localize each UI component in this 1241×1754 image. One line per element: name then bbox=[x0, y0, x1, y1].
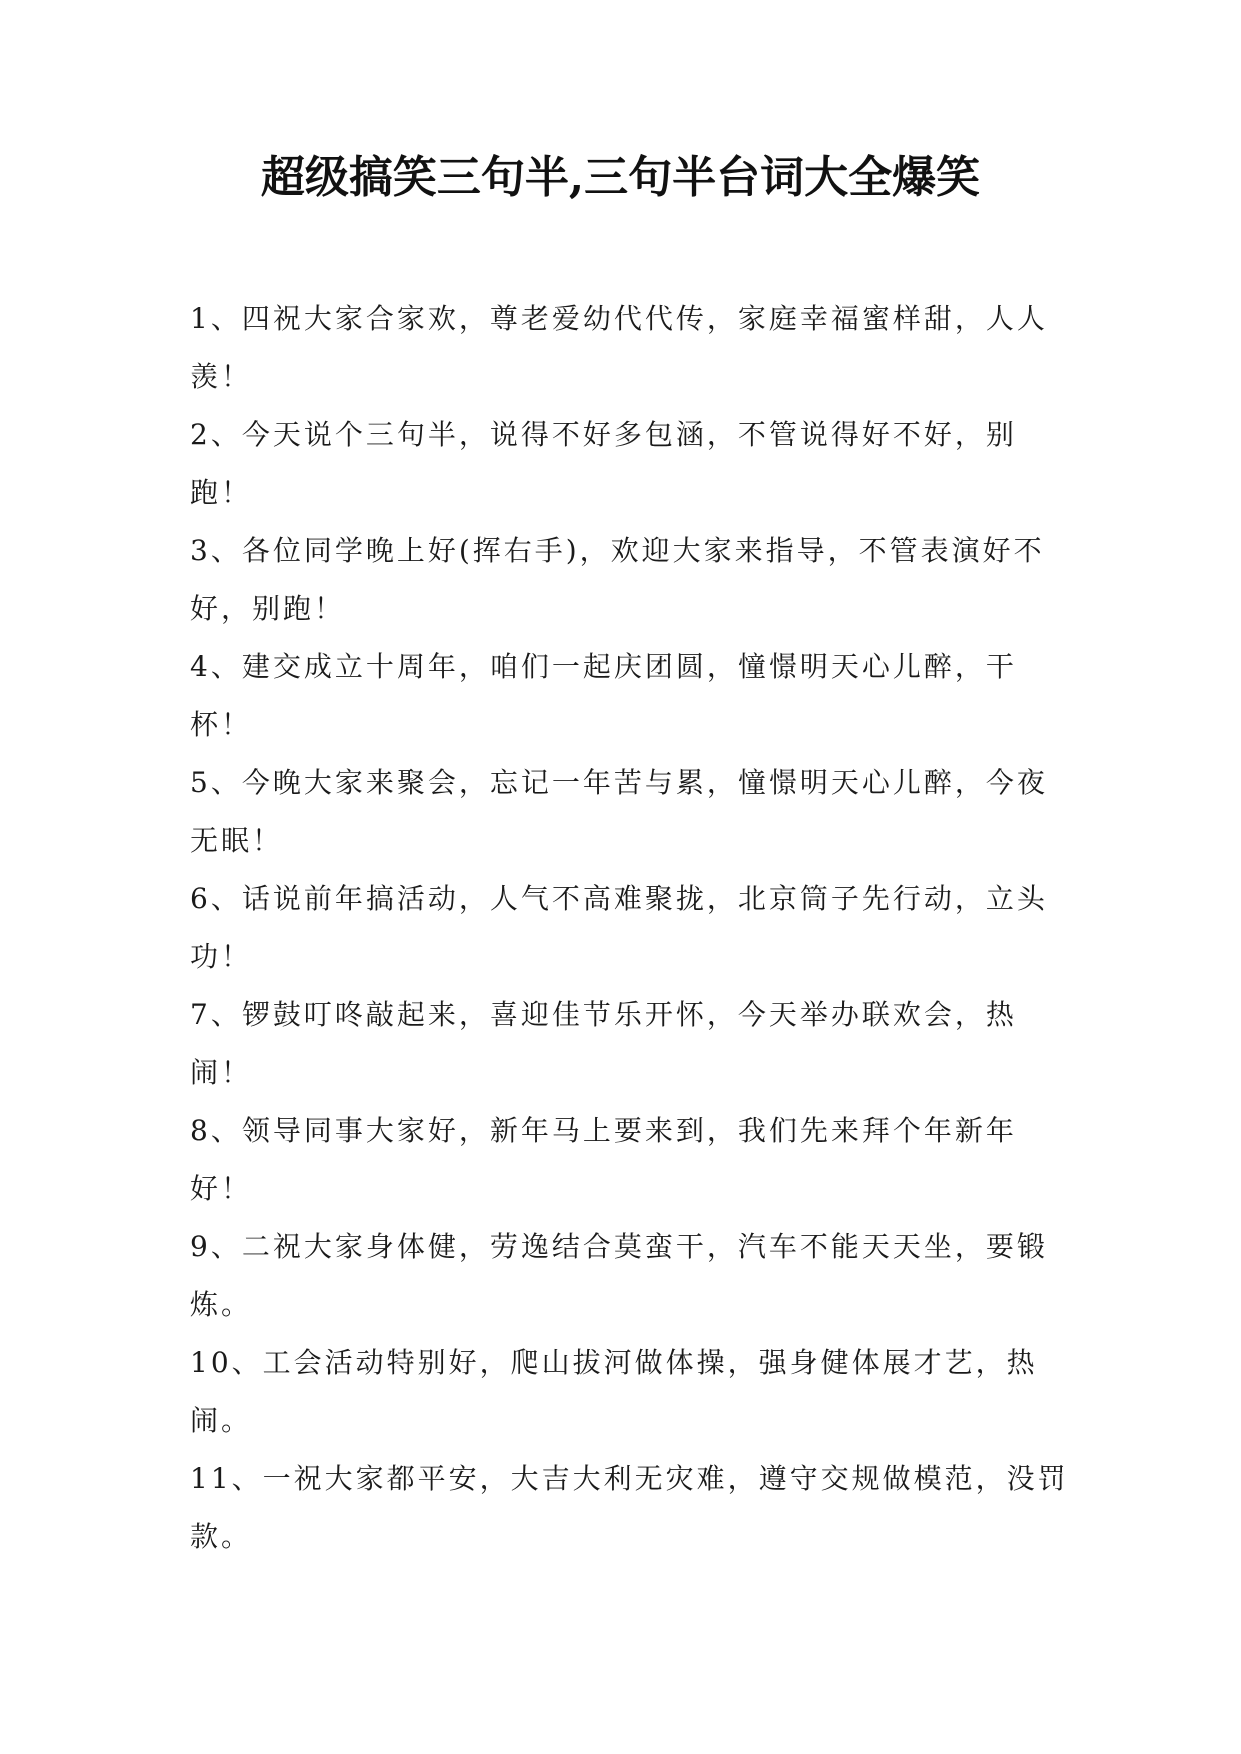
list-item: 11、一祝大家都平安，大吉大利无灾难，遵守交规做模范，没罚款。 bbox=[190, 1462, 1069, 1553]
list-item: 2、今天说个三句半，说得不好多包涵，不管说得好不好，别跑！ bbox=[190, 418, 1017, 509]
entry-list bbox=[190, 290, 1070, 1566]
list-item: 10、工会活动特别好，爬山拔河做体操，强身健体展才艺，热闹。 bbox=[190, 1346, 1038, 1437]
list-item: 7、锣鼓叮咚敲起来，喜迎佳节乐开怀，今天举办联欢会，热闹！ bbox=[190, 998, 1017, 1089]
list-item: 3、各位同学晚上好(挥右手)，欢迎大家来指导，不管表演好不好，别跑！ bbox=[190, 534, 1045, 625]
document-title: 超级搞笑三句半,三句半台词大全爆笑 bbox=[260, 152, 981, 203]
list-item: 6、话说前年搞活动，人气不高难聚拢，北京筒子先行动，立头功！ bbox=[190, 882, 1048, 973]
list-item: 5、今晚大家来聚会，忘记一年苦与累，憧憬明天心儿醉，今夜无眠！ bbox=[190, 766, 1048, 857]
list-item: 9、二祝大家身体健，劳逸结合莫蛮干，汽车不能天天坐，要锻炼。 bbox=[190, 1230, 1048, 1321]
list-item: 1、四祝大家合家欢，尊老爱幼代代传，家庭幸福蜜样甜，人人羡！ bbox=[190, 302, 1048, 393]
list-item: 8、领导同事大家好，新年马上要来到，我们先来拜个年新年好！ bbox=[190, 1114, 1017, 1205]
list-item: 4、建交成立十周年，咱们一起庆团圆，憧憬明天心儿醉，干杯！ bbox=[190, 650, 1017, 741]
